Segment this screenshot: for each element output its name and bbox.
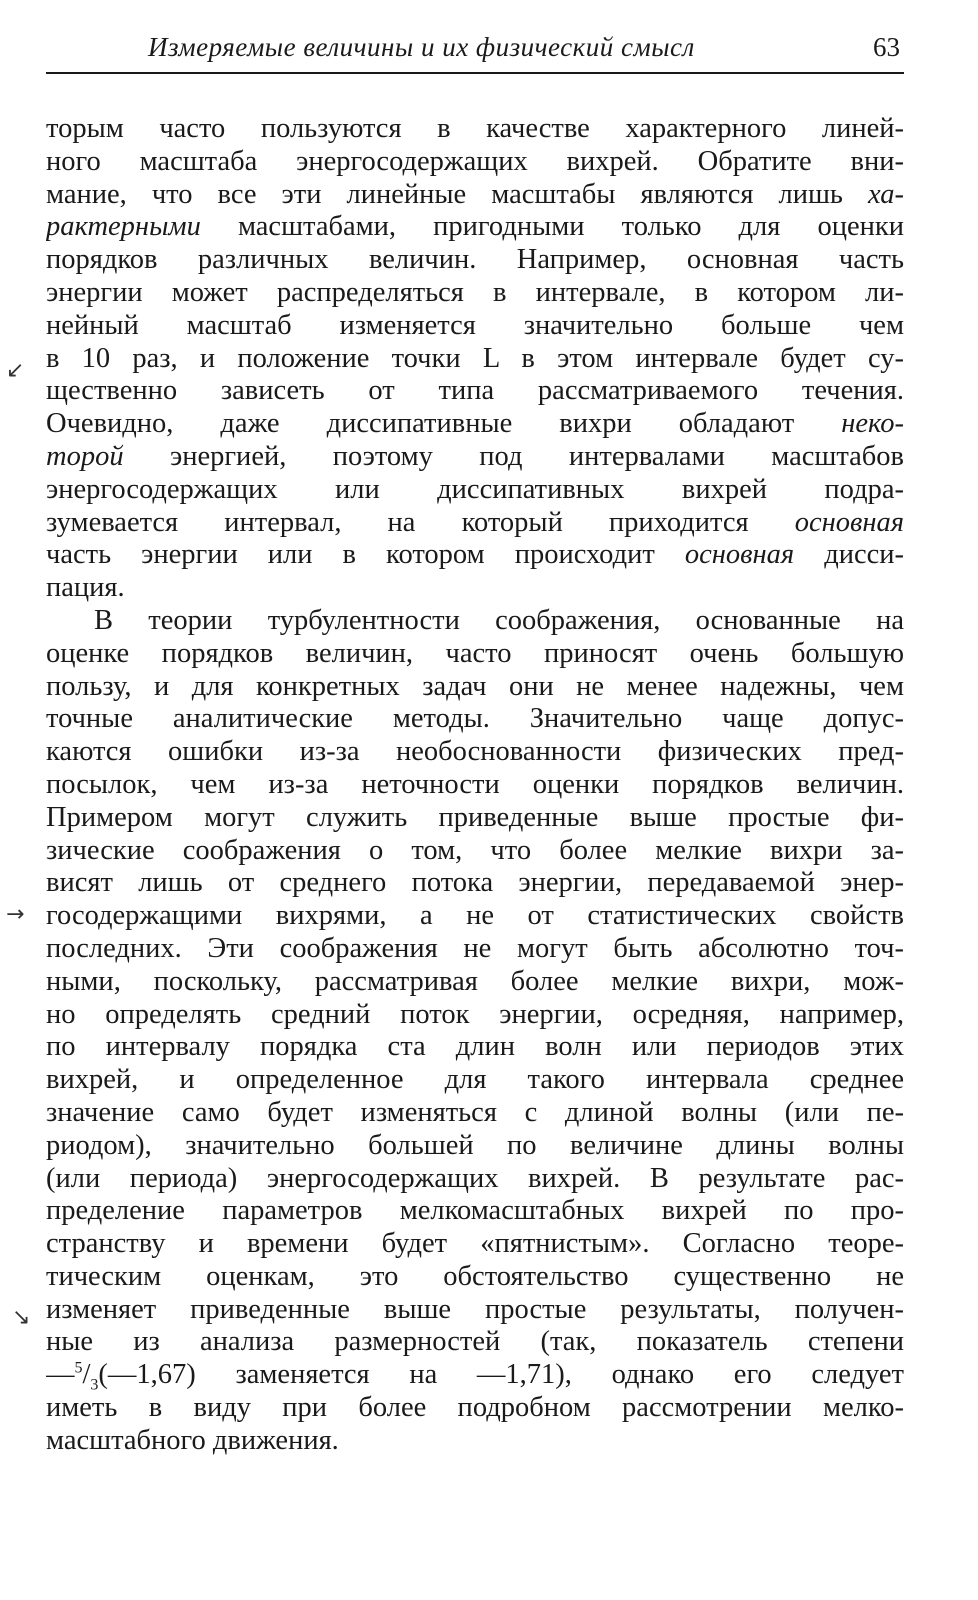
- page-number: 63: [873, 32, 900, 62]
- text-line: [46, 441, 904, 474]
- text-span: зумевается интервал, на который приходится: [46, 506, 795, 538]
- text-line: каются ошибки из-за необоснованности физических пред-: [46, 736, 904, 768]
- text-line: порядков различных величин. Например, основная часть: [46, 244, 904, 276]
- text-line: госодержащими вихрями, а не от статистических свойств: [46, 900, 904, 932]
- text-line: иметь в виду при более подробном рассмотрении мелко-: [46, 1392, 904, 1424]
- text-line: ные из анализа размерностей (так, показатель степени: [46, 1326, 904, 1358]
- text-line: пределение параметров мелкомасштабных вихрей по про-: [46, 1195, 904, 1227]
- text-line: [46, 507, 904, 540]
- text-line: нейный масштаб изменяется значительно больше чем: [46, 309, 904, 341]
- paragraph: [46, 113, 904, 605]
- paragraph: [46, 605, 904, 1458]
- text-line: [46, 539, 904, 572]
- text-line: Примером могут служить приведенные выше простые фи-: [46, 801, 904, 833]
- text-line: последних. Эти соображения не могут быть абсолютно точ-: [46, 932, 904, 964]
- text-line: странству и времени будет «пятнистым». Согласно теоре-: [46, 1228, 904, 1260]
- text-line: пользу, и для конкретных задач они не менее надежны, чем: [46, 670, 904, 702]
- text-line: [46, 1359, 904, 1392]
- text-span: дисси-: [794, 539, 904, 571]
- text-line: значение само будет изменяться с длиной волны (или пе-: [46, 1096, 904, 1128]
- text-line: по интервалу порядка ста длин волн или периодов этих: [46, 1031, 904, 1063]
- emphasis: основная: [794, 506, 904, 538]
- text-span: —: [46, 1359, 75, 1391]
- text-line: торым часто пользуются в качестве характерного линей-: [46, 113, 904, 144]
- emphasis: неко-: [841, 408, 904, 440]
- text-line: [46, 211, 904, 244]
- text-line: висят лишь от среднего потока энергии, передаваемой энер-: [46, 867, 904, 899]
- text-span: энергией, поэтому под интервалами масштабов: [123, 440, 904, 472]
- text-line: точные аналитические методы. Значительно чаще допус-: [46, 703, 904, 735]
- text-line: тическим оценкам, это обстоятельство существенно не: [46, 1260, 904, 1292]
- page-header: [46, 32, 904, 74]
- text-line: изменяет приведенные выше простые результаты, получен-: [46, 1293, 904, 1325]
- fraction-slash: /: [82, 1359, 91, 1391]
- text-line: оценке порядков величин, часто приносят очень большую: [46, 637, 904, 669]
- fraction-numerator: 5: [74, 1359, 83, 1377]
- text-span: часть энергии или в котором происходит: [46, 539, 685, 571]
- text-line: вихрей, и определенное для такого интервала среднее: [46, 1064, 904, 1096]
- text-line: энергосодержащих или диссипативных вихрей подра-: [46, 473, 904, 505]
- text-line: в 10 раз, и положение точки L в этом интервале будет су-: [46, 342, 904, 374]
- text-line: щественно зависеть от типа рассматриваемого течения.: [46, 375, 904, 407]
- text-line: [46, 179, 904, 212]
- text-line: посылок, чем из-за неточности оценки порядков величин.: [46, 768, 904, 800]
- text-line: В теории турбулентности соображения, основанные на: [94, 604, 904, 636]
- text-span: Очевидно, даже диссипативные вихри обладают: [46, 408, 842, 440]
- text-line: энергии может распределяться в интервале, в котором ли-: [46, 276, 904, 308]
- margin-arrow-mark: ↙: [6, 358, 25, 383]
- emphasis: рактерными: [46, 211, 201, 243]
- margin-arrow-mark: →: [6, 902, 25, 927]
- margin-arrow-mark: ↘: [12, 1305, 31, 1330]
- running-title: Измеряемые величины и их физический смысл: [148, 32, 695, 62]
- text-line: но определять средний поток энергии, осредняя, например,: [46, 998, 904, 1030]
- text-line: (или периода) энергосодержащих вихрей. В результате рас-: [46, 1162, 904, 1194]
- text-line: [46, 408, 904, 441]
- body-text: [46, 113, 904, 1458]
- text-line: риодом), значительно большей по величине длины волны: [46, 1129, 904, 1161]
- text-span: (—1,67) заменяется на —1,71), однако его следует: [98, 1359, 904, 1391]
- text-span: масштабами, пригодными только для оценки: [200, 211, 904, 243]
- text-line: масштабного движения.: [46, 1424, 339, 1456]
- text-line: ными, поскольку, рассматривая более мелкие вихри, мож-: [46, 965, 904, 997]
- text-line: ного масштаба энергосодержащих вихрей. Обратите вни-: [46, 145, 904, 177]
- emphasis: ха-: [867, 178, 904, 210]
- emphasis: основная: [684, 539, 795, 571]
- text-span: мание, что все эти линейные масштабы являются лишь: [46, 178, 868, 210]
- emphasis: торой: [46, 440, 124, 472]
- fraction-denominator: 3: [90, 1376, 99, 1393]
- text-line: пация.: [46, 572, 125, 604]
- text-line: зические соображения о том, что более мелкие вихри за-: [46, 834, 904, 866]
